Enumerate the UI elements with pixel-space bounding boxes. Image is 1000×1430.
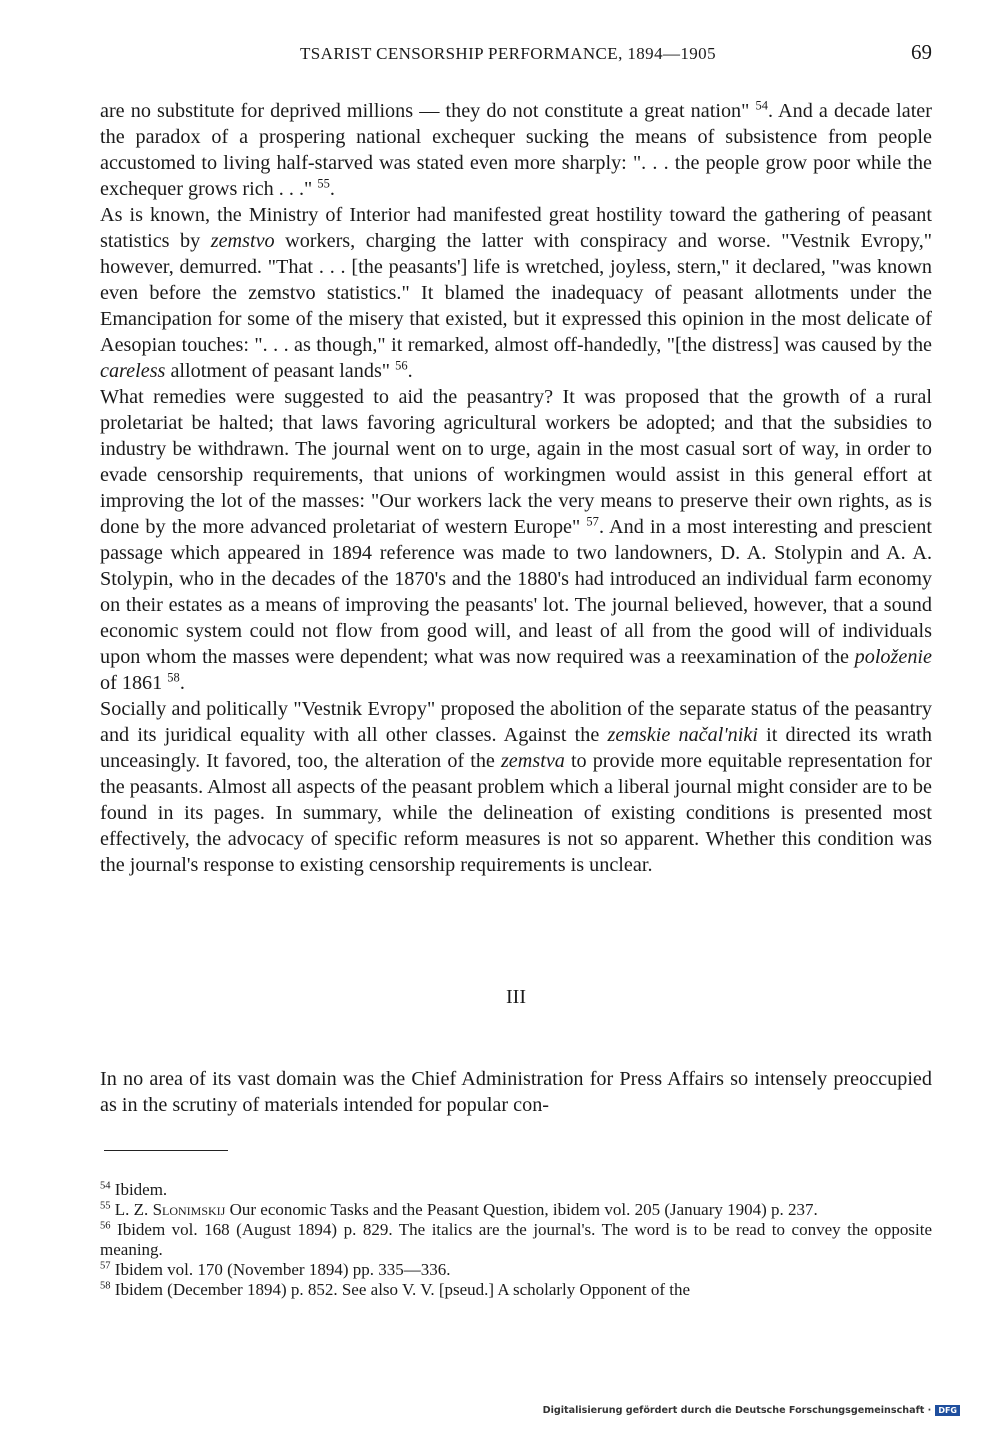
- digitization-credit: [543, 1405, 960, 1416]
- footnote: [100, 1220, 932, 1260]
- text-run: Ibidem vol. 170 (November 1894) pp. 335—336.: [110, 1260, 451, 1279]
- dfg-logo: DFG: [935, 1405, 960, 1416]
- italic-text: careless: [100, 360, 166, 382]
- paragraph: [100, 1066, 932, 1118]
- footnote-ref: 54: [100, 1180, 111, 1192]
- footnote-ref: 57: [586, 514, 599, 529]
- text-run: . And in a most interesting and prescient passage which appeared in 1894 reference was made to two landowners, D. A. Stolypin and A. A. Stolypin, who in the decades of the 1870's and the 1880's had introduced an individual farm economy on their estates as a means of improving the peasants' lot. The journal believed, however, that a sound economic system could not flow from good will, and least of all from the good will of individuals upon whom the masses were dependent; what was now required was a reexamination of the: [100, 516, 932, 668]
- text-run: .: [407, 360, 413, 382]
- text-run: workers, charging the latter with conspiracy and worse. "Vestnik Evropy," however, demurred. "That . . . [the peasants'] life is wretched, joyless, stern," it declared, "was known even before the zemstvo statistics." It blamed the inadequacy of peasant allotments under the Emancipation for some of the misery that existed, but it expressed this opinion in the most delicate of Aesopian touches: ". . . as though," it remarked, almost off-handedly, "[the distress] was caused by the: [100, 230, 932, 356]
- text-run: .: [329, 178, 335, 200]
- italic-text: zemstva: [500, 750, 565, 772]
- body-text: [100, 98, 932, 878]
- text-run: it directed its wrath unceasingly. It favored, too, the alteration of the: [100, 724, 932, 772]
- footnote-ref: 57: [100, 1260, 111, 1272]
- paragraph: [100, 202, 932, 384]
- italic-text: položenie: [854, 646, 932, 668]
- text-run: Ibidem.: [110, 1180, 168, 1199]
- footnote: [100, 1260, 932, 1280]
- page-number: 69: [911, 40, 932, 64]
- text-run: of 1861: [100, 672, 168, 694]
- author-name: Slonimskij: [152, 1200, 226, 1219]
- text-run: Ibidem (December 1894) p. 852. See also V. V. [pseud.] A scholarly Opponent of the: [110, 1280, 691, 1299]
- footnotes: [100, 1180, 932, 1300]
- footnote-ref: 55: [317, 176, 330, 191]
- body-text-section-3: [100, 1066, 932, 1118]
- footnote-ref: 54: [755, 98, 769, 113]
- running-title: TSARIST CENSORSHIP PERFORMANCE, 1894—1905: [300, 44, 716, 63]
- footnote: [100, 1200, 932, 1220]
- footnote: [100, 1280, 932, 1300]
- text-run: . And a decade later the paradox of a prospering national exchequer sucking the means of subsistence from people accustomed to living half-starved was stated even more sharply: ". . . the people grow poor while the exchequer grows rich . . .": [100, 100, 932, 200]
- text-run: allotment of peasant lands": [165, 360, 396, 382]
- italic-text: zemskie načal'niki: [607, 724, 758, 746]
- footnote-rule: [104, 1150, 228, 1151]
- text-run: Our economic Tasks and the Peasant Question, ibidem vol. 205 (January 1904) p. 237.: [225, 1200, 818, 1219]
- paragraph: [100, 696, 932, 878]
- section-heading: III: [506, 986, 526, 1008]
- footnote-ref: 56: [395, 358, 408, 373]
- footnote-ref: 58: [167, 670, 180, 685]
- paragraph: [100, 384, 932, 696]
- text-run: are no substitute for deprived millions — they do not constitute a great nation": [100, 100, 756, 122]
- footnote-ref: 58: [100, 1280, 111, 1292]
- footnote: [100, 1180, 932, 1200]
- text-run: .: [179, 672, 185, 694]
- italic-text: zemstvo: [210, 230, 275, 252]
- footnote-ref: 55: [100, 1200, 111, 1212]
- footnote-ref: 56: [100, 1220, 111, 1232]
- text-run: In no area of its vast domain was the Chief Administration for Press Affairs so intensely preoccupied as in the scrutiny of materials intended for popular con-: [100, 1068, 932, 1116]
- paragraph: [100, 98, 932, 202]
- text-run: Ibidem vol. 168 (August 1894) p. 829. The italics are the journal's. The word is to be read to convey the opposite meaning.: [100, 1220, 932, 1259]
- text-run: Socially and politically "Vestnik Evropy" proposed the abolition of the separate status of the peasantry and its juridical equality with all other classes. Against the: [100, 698, 932, 746]
- credit-text: Digitalisierung gefördert durch die Deutsche Forschungsgemeinschaft ·: [542, 1405, 932, 1416]
- text-run: What remedies were suggested to aid the peasantry? It was proposed that the growth of a rural proletariat be halted; that laws favoring agricultural workers be adopted; and that the subsidies to industry be withdrawn. The journal went on to urge, again in the most casual sort of way, in order to evade censorship requirements, that unions of workingmen would assist in this general effort at improving the lot of the masses: "Our workers lack the very means to preserve their own rights, as is done by the more advanced proletariat of western Europe": [100, 386, 932, 538]
- text-run: As is known, the Ministry of Interior had manifested great hostility toward the gathering of peasant statistics by: [100, 204, 932, 252]
- text-run: L. Z.: [110, 1200, 153, 1219]
- page-header: [100, 40, 932, 70]
- text-run: to provide more equitable representation for the peasants. Almost all aspects of the peasant problem which a liberal journal might consider are to be found in its pages. In summary, while the delineation of existing conditions is presented most effectively, the advocacy of specific reform measures is not so apparent. Whether this condition was the journal's response to existing censorship requirements is unclear.: [100, 750, 933, 876]
